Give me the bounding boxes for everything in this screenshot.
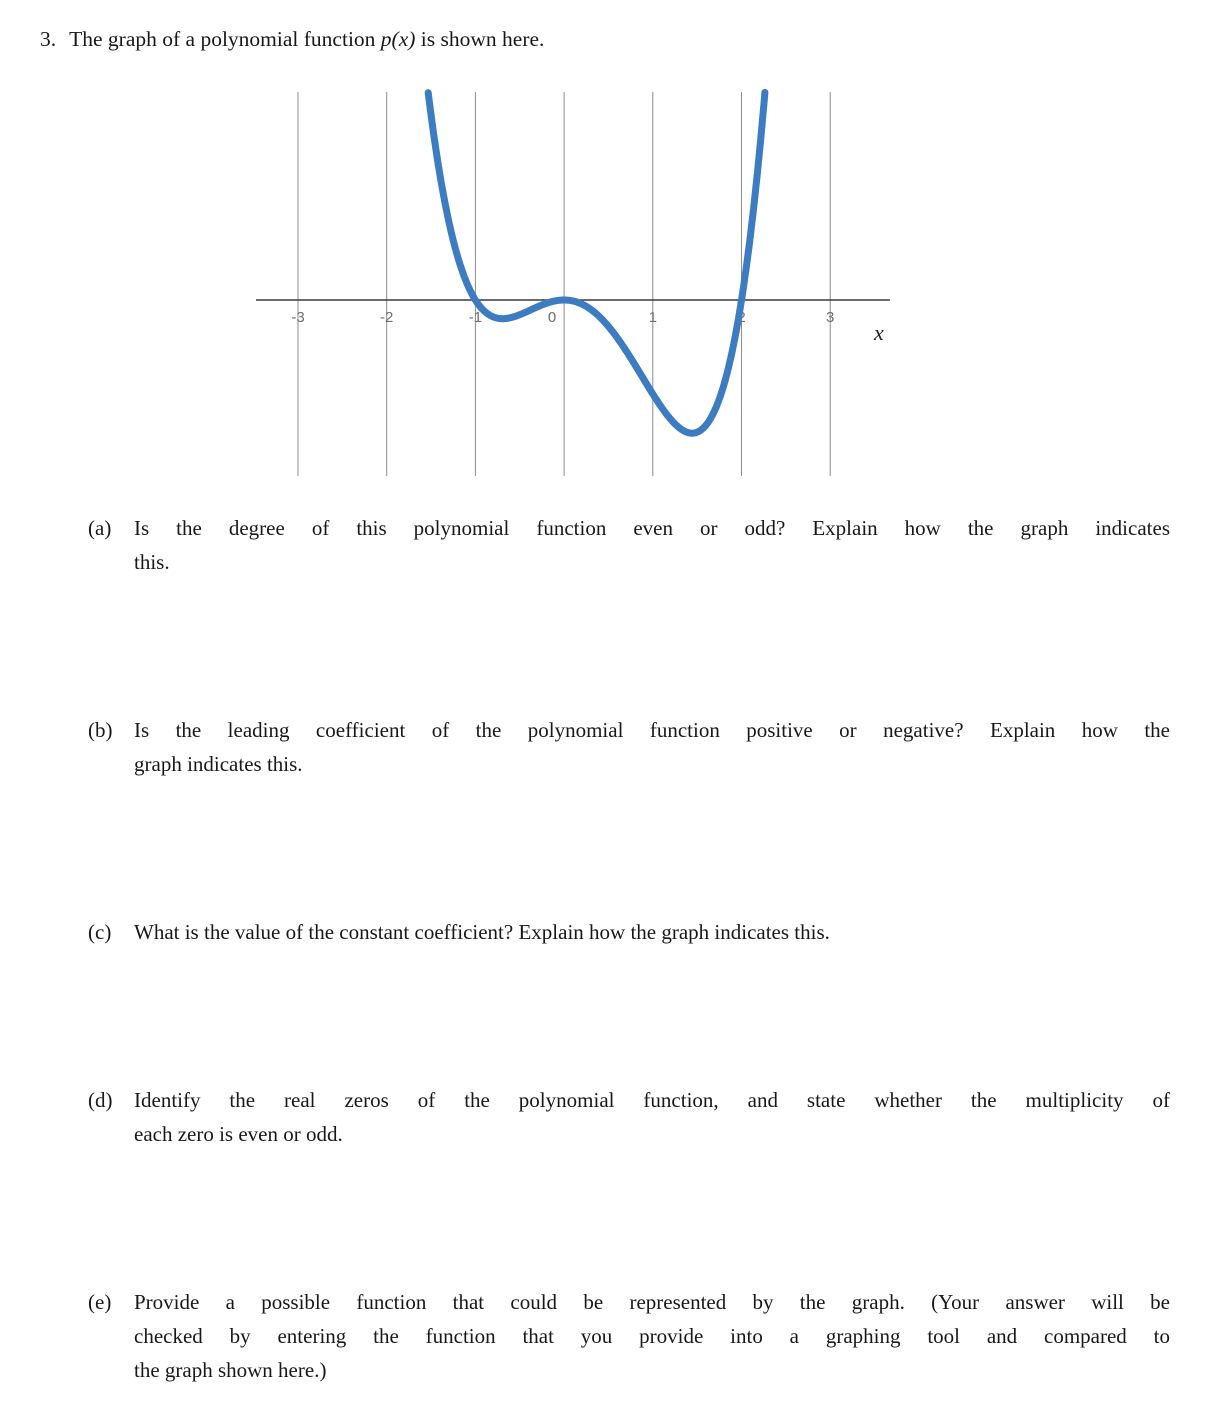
problem-text-post: is shown here.: [415, 27, 545, 51]
question-line: graph indicates this.: [134, 752, 303, 776]
question-a: [88, 511, 1170, 579]
question-label-e: (e): [88, 1290, 112, 1314]
tick-label--2: -2: [380, 309, 394, 326]
question-line: What is the value of the constant coefficient? Explain how the graph indicates this.: [134, 920, 830, 944]
graph-container: [254, 88, 894, 480]
math-p-of-x: p(x): [380, 27, 416, 51]
question-line: Is the degree of this polynomial function even or odd? Explain how the graph indicates: [134, 516, 1170, 540]
question-e: [88, 1285, 1170, 1387]
tick-label-2: 2: [737, 309, 746, 326]
problem-statement: [40, 23, 1206, 55]
question-line: Is the leading coefficient of the polynomial function positive or negative? Explain how the: [134, 718, 1170, 742]
polynomial-graph: [254, 88, 894, 480]
tick-label-1: 1: [648, 309, 657, 326]
tick-label--1: -1: [468, 309, 483, 326]
tick-label-3: 3: [826, 309, 835, 326]
tick-label-0: 0: [547, 309, 557, 326]
tick-label--3: -3: [291, 309, 305, 326]
question-label-b: (b): [88, 718, 113, 742]
problem-number: 3.: [40, 27, 57, 51]
question-b: [88, 713, 1170, 781]
question-d: [88, 1083, 1170, 1151]
polynomial-curve: [428, 92, 765, 433]
question-line: this.: [134, 550, 170, 574]
question-label-c: (c): [88, 920, 112, 944]
question-line: Identify the real zeros of the polynomial function, and state whether the multiplicity of: [134, 1088, 1170, 1112]
x-axis-label: x: [874, 320, 884, 345]
question-c: [88, 915, 1170, 949]
question-line: each zero is even or odd.: [134, 1122, 343, 1146]
question-label-a: (a): [88, 516, 112, 540]
question-label-d: (d): [88, 1088, 113, 1112]
problem-text-pre: The graph of a polynomial function: [69, 27, 381, 51]
question-line: checked by entering the function that you provide into a graphing tool and compared to: [134, 1324, 1170, 1348]
questions: [0, 511, 1206, 1387]
question-line: the graph shown here.): [134, 1358, 327, 1382]
question-line: Provide a possible function that could be represented by the graph. (Your answer will be: [134, 1290, 1170, 1314]
